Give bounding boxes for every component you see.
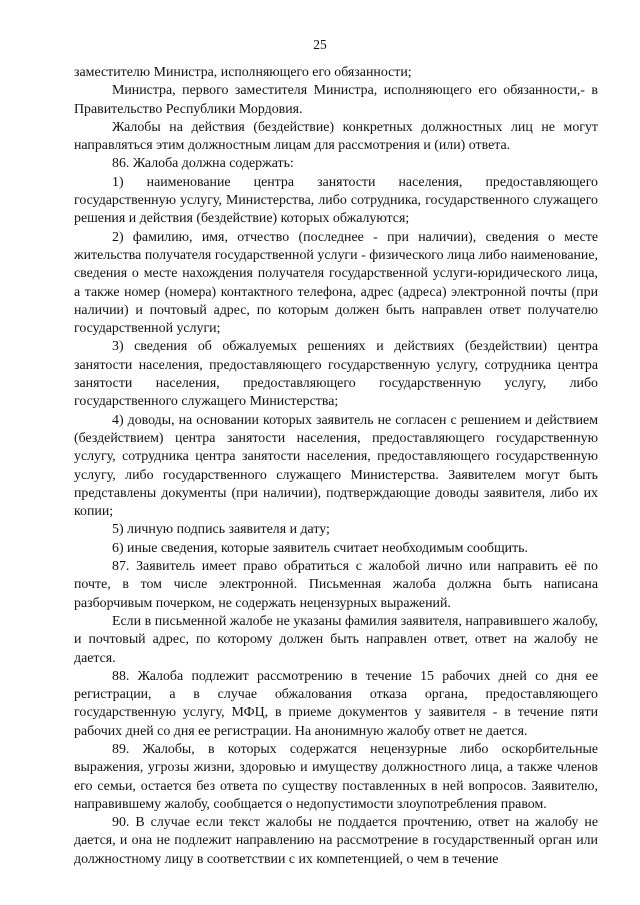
list-item: 5) личную подпись заявителя и дату; xyxy=(112,522,330,538)
paragraph-item-88: 88. Жалоба подлежит рассмотрению в течение 15 рабочих дней со дня ее регистрации, а в случае обжалования отказа органа, предоставляющего государственную услугу, МФЦ, в приеме документов у заявителя - в течение пяти рабочих дней со дня ее регистрации. На анонимную жалобу ответ не дается. xyxy=(74,668,598,739)
list-item: 3) сведения об обжалуемых решениях и действиях (бездействии) центра занятости населения, предоставляющего государственную услугу, сотрудника центра занятости населения, предоставляющего государственную услугу, либо государственного служащего Министерства; xyxy=(74,339,598,410)
document-body xyxy=(74,64,598,869)
paragraph-item-87: 87. Заявитель имеет право обратиться с жалобой лично или направить её по почте, в том числе электронной. Письменная жалоба должна быть написана разборчивым почерком, не содержать нецензурных выражений. xyxy=(74,559,598,611)
list-item: 1) наименование центра занятости населения, предоставляющего государственную услугу, Министерства, либо сотрудника, государственного служащего решения и действия (бездействие) которых обжалуются; xyxy=(74,174,598,227)
list-item: 6) иные сведения, которые заявитель считает необходимым сообщить. xyxy=(112,540,528,556)
paragraph-item-90: 90. В случае если текст жалобы не поддается прочтению, ответ на жалобу не дается, и она не подлежит направлению на рассмотрение в государственный орган или должностному лицу в соответствии с их компетенцией, о чем в течение xyxy=(74,815,598,867)
paragraph: Министра, первого заместителя Министра, исполняющего его обязанности,- в Правительство Республики Мордовия. xyxy=(74,83,598,117)
list-item: 4) доводы, на основании которых заявитель не согласен с решением и действием (бездействием) центра занятости населения, предоставляющего государственную услугу, сотрудника центра занятости населения, предоставляющего государственную услугу, либо государственного служащего Министерства. Заявителем могут быть представлены документы (при наличии), подтверждающие доводы заявителя, либо их копии; xyxy=(74,412,598,520)
page-number: 25 xyxy=(313,37,327,52)
paragraph-item-89: 89. Жалобы, в которых содержатся нецензурные либо оскорбительные выражения, угрозы жизни, здоровью и имуществу должностного лица, а также членов его семьи, остается без ответа по существу поставленных в ней вопросов. Заявителю, направившему жалобу, сообщается о недопустимости злоупотребления правом. xyxy=(74,741,598,812)
list-item: 2) фамилию, имя, отчество (последнее - при наличии), сведения о месте жительства получателя государственной услуги - физического лица либо наименование, сведения о месте нахождения получателя государственной услуги-юридического лица, а также номер (номера) контактного телефона, адрес (адреса) электронной почты (при наличии) и почтовый адрес, по которым должен быть направлен ответ получателю государственной услуги; xyxy=(74,229,598,337)
paragraph-item-86: 86. Жалоба должна содержать: xyxy=(112,156,294,172)
paragraph-continuation: заместителю Министра, исполняющего его обязанности; xyxy=(74,65,412,80)
paragraph: Жалобы на действия (бездействие) конкретных должностных лиц не могут направляться этим должностным лицам для рассмотрения и (или) ответа. xyxy=(74,119,598,154)
paragraph: Если в письменной жалобе не указаны фамилия заявителя, направившего жалобу, и почтовый адрес, по которому должен быть направлен ответ, ответ на жалобу не дается. xyxy=(74,613,598,666)
